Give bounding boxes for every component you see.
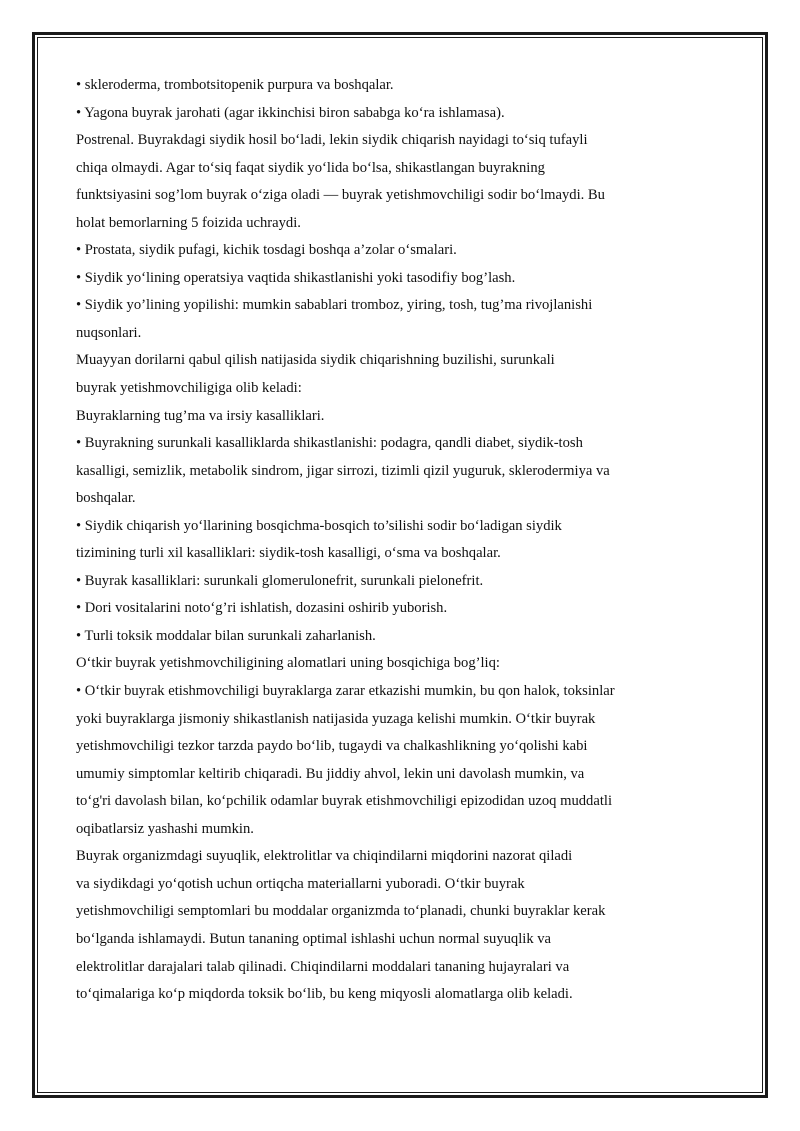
text-line: nuqsonlari. bbox=[76, 324, 142, 341]
text-line: chiqa olmaydi. Agar to‘siq faqat siydik yo‘lida bo‘lsa, shikastlangan buyrakning bbox=[76, 159, 545, 176]
text-line: bo‘lganda ishlamaydi. Butun tananing optimal ishlashi uchun normal suyuqlik va bbox=[76, 930, 552, 947]
text-line: • Turli toksik moddalar bilan surunkali zaharlanish. bbox=[76, 627, 376, 644]
text-line: O‘tkir buyrak yetishmovchiligining alomatlari uning bosqichiga bog’liq: bbox=[76, 655, 500, 672]
text-line: holat bemorlarning 5 foizida uchraydi. bbox=[76, 214, 301, 231]
text-line: Postrenal. Buyrakdagi siydik hosil bo‘ladi, lekin siydik chiqarish nayidagi to‘siq tufayli bbox=[76, 132, 588, 149]
text-line: • O‘tkir buyrak etishmovchiligi buyraklarga zarar etkazishi mumkin, bu qon halok, toksinlar bbox=[76, 683, 615, 700]
text-line: • Yagona buyrak jarohati (agar ikkinchisi biron sababga ko‘ra ishlamasa). bbox=[76, 104, 505, 121]
text-line: • Dori vositalarini noto‘g’ri ishlatish, dozasini oshirib yuborish. bbox=[76, 600, 448, 617]
text-line: tizimining turli xil kasalliklari: siydik-tosh kasalligi, o‘sma va boshqalar. bbox=[76, 545, 501, 562]
text-line: • skleroderma, trombotsitopenik purpura va boshqalar. bbox=[76, 77, 394, 93]
text-line: buyrak yetishmovchiligiga olib keladi: bbox=[76, 380, 302, 397]
text-line: kasalligi, semizlik, metabolik sindrom, jigar sirrozi, tizimli qizil yuguruk, sklerodermiya va bbox=[76, 462, 610, 479]
text-line: to‘qimalariga ko‘p miqdorda toksik bo‘lib, bu keng miqyosli alomatlarga olib keladi. bbox=[76, 986, 573, 1003]
text-line: • Siydik chiqarish yo‘llarining bosqichma-bosqich to’silishi sodir bo‘ladigan siydik bbox=[76, 517, 562, 534]
text-line: • Siydik yo’lining yopilishi: mumkin sabablari tromboz, yiring, tosh, tug’ma rivojlanishi bbox=[76, 297, 593, 314]
text-line: oqibatlarsiz yashashi mumkin. bbox=[76, 820, 254, 837]
text-line: yetishmovchiligi tezkor tarzda paydo bo‘lib, tugaydi va chalkashlikning yo‘qolishi kabi bbox=[76, 738, 588, 755]
text-line: • Buyrak kasalliklari: surunkali glomerulonefrit, surunkali pielonefrit. bbox=[76, 572, 484, 589]
text-line: va siydikdagi yo‘qotish uchun ortiqcha materiallarni yuboradi. O‘tkir buyrak bbox=[76, 875, 525, 892]
text-line: Buyrak organizmdagi suyuqlik, elektrolitlar va chiqindilarni miqdorini nazorat qiladi bbox=[76, 848, 573, 865]
text-line: • Prostata, siydik pufagi, kichik tosdagi boshqa a’zolar o‘smalari. bbox=[76, 242, 457, 259]
text-line: boshqalar. bbox=[76, 490, 136, 507]
text-line: • Buyrakning surunkali kasalliklarda shikastlanishi: podagra, qandli diabet, siydik-tosh bbox=[76, 435, 583, 452]
text-line: elektrolitlar darajalari talab qilinadi. Chiqindilarni moddalari tananing hujayralari va bbox=[76, 958, 570, 975]
text-line: Buyraklarning tug’ma va irsiy kasalliklari. bbox=[76, 407, 325, 424]
text-line: funktsiyasini sog’lom buyrak o‘ziga oladi — buyrak yetishmovchiligi sodir bo‘lmaydi. Bu bbox=[76, 187, 605, 204]
text-line: yoki buyraklarga jismoniy shikastlanish natijasida yuzaga kelishi mumkin. O‘tkir buyrak bbox=[76, 710, 596, 727]
text-line: • Siydik yo‘lining operatsiya vaqtida shikastlanishi yoki tasodifiy bog’lash. bbox=[76, 269, 516, 286]
text-line: umumiy simptomlar keltirib chiqaradi. Bu jiddiy ahvol, lekin uni davolash mumkin, va bbox=[76, 765, 585, 782]
document-body bbox=[76, 72, 696, 1009]
text-line: yetishmovchiligi semptomlari bu moddalar organizmda to‘planadi, chunki buyraklar kerak bbox=[76, 903, 606, 920]
text-line: Muayyan dorilarni qabul qilish natijasida siydik chiqarishning buzilishi, surunkali bbox=[76, 352, 555, 369]
text-line: to‘g'ri davolash bilan, ko‘pchilik odamlar buyrak etishmovchiligi epizodidan uzoq muddatli bbox=[76, 793, 612, 810]
